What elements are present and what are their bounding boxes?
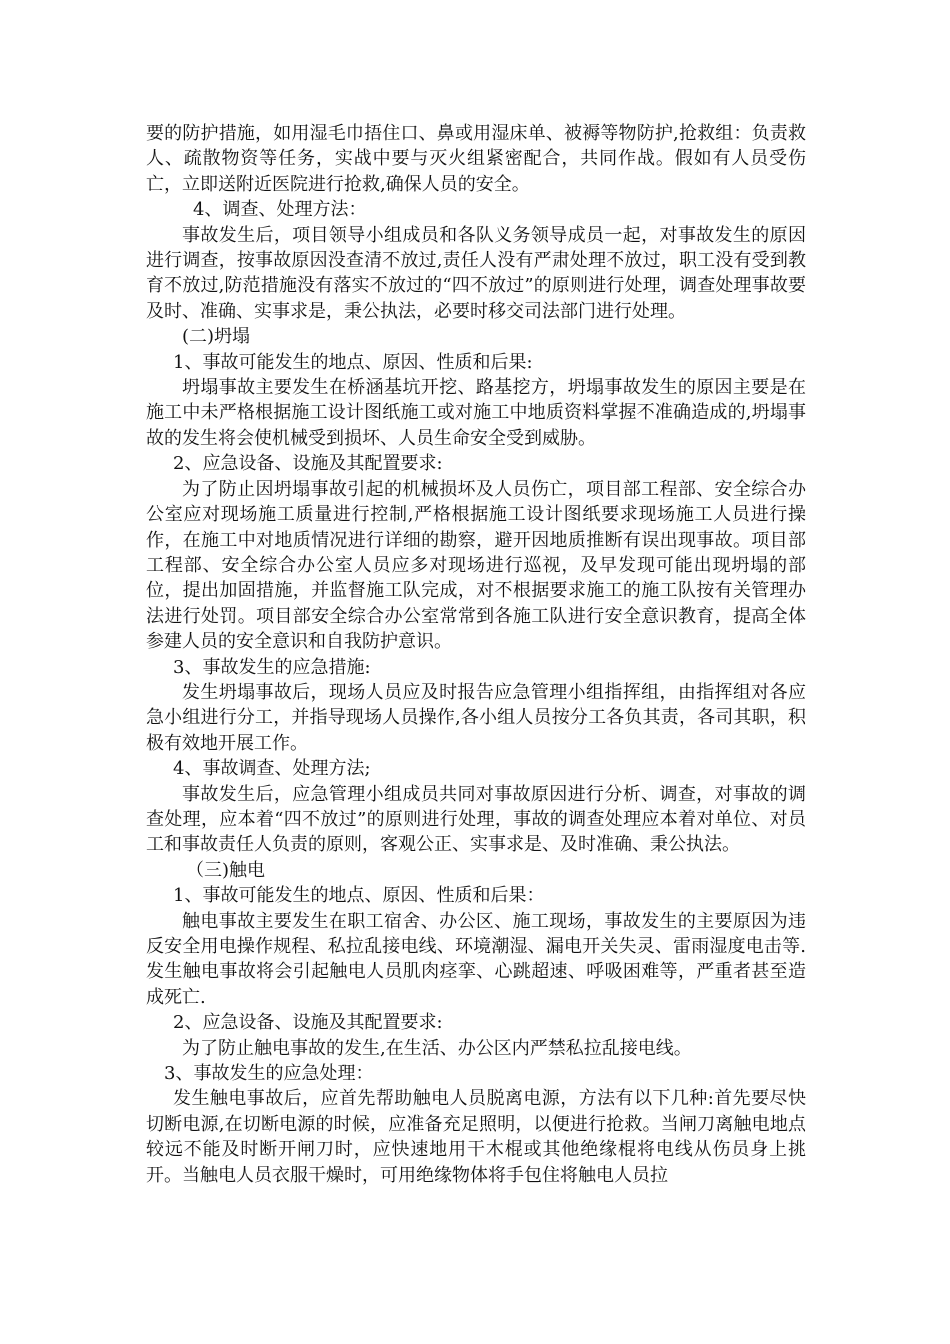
subheading: 1、事故可能发生的地点、原因、性质和后果：	[173, 885, 545, 907]
body-text	[146, 121, 806, 1188]
subheading: 3、事故发生的应急处理：	[164, 1063, 374, 1085]
paragraph: 为了防止因坍塌事故引起的机械损坏及人员伤亡，项目部工程部、安全综合办公室应对现场施工质量进行控制,严格根据施工设计图纸要求现场施工人员进行操作，在施工中对地质情况进行详细的勘察，避开因地质推断有误出现事故。项目部工程部、安全综合办公室人员应多对现场进行巡视，及早发现可能出现坍塌的部位，提出加固措施，并监督施工队完成，对不根据要求施工的施工队按有关管理办法进行处罚。项目部安全综合办公室常常到各施工队进行安全意识教育，提高全体参建人员的安全意识和自我防护意识。	[146, 478, 806, 653]
paragraph: 坍塌事故主要发生在桥涵基坑开挖、路基挖方，坍塌事故发生的原因主要是在施工中未严格根据施工设计图纸施工或对施工中地质资料掌握不准确造成的,坍塌事故的发生将会使机械受到损坏、人员生命安全受到威胁。	[146, 377, 806, 449]
paragraph: 发生触电事故后，应首先帮助触电人员脱离电源，方法有以下几种:首先要尽快切断电源,在切断电源的时候，应准备充足照明，以便进行抢救。当闸刀离触电地点较远不能及时断开闸刀时，应快速地用干木棍或其他绝缘棍将电线从伤员身上挑开。当触电人员衣服干燥时，可用绝缘物体将手包住将触电人员拉	[146, 1088, 806, 1186]
section-heading: （三)触电	[186, 859, 266, 881]
subheading: 2、应急设备、设施及其配置要求:	[173, 1012, 443, 1034]
subheading: 1、事故可能发生的地点、原因、性质和后果:	[173, 351, 533, 373]
paragraph: 要的防护措施，如用湿毛巾捂住口、鼻或用湿床单、被褥等物防护,抢救组：负责救人、疏散物资等任务，实战中要与灭火组紧密配合，共同作战。假如有人员受伤亡，立即送附近医院进行抢救,确保人员的安全。	[146, 123, 806, 195]
paragraph: 发生坍塌事故后，现场人员应及时报告应急管理小组指挥组，由指挥组对各应急小组进行分工，并指导现场人员操作,各小组人员按分工各负其责，各司其职，积极有效地开展工作。	[146, 681, 806, 754]
paragraph: 事故发生后，应急管理小组成员共同对事故原因进行分析、调查，对事故的调查处理，应本着“四不放过”的原则进行处理，事故的调查处理应本着对单位、对员工和事故责任人负责的原则，客观公正、实事求是、及时准确、秉公执法。	[146, 783, 806, 856]
paragraph: 触电事故主要发生在职工宿舍、办公区、施工现场，事故发生的主要原因为违反安全用电操作规程、私拉乱接电线、环境潮湿、漏电开关失灵、雷雨湿度电击等.发生触电事故将会引起触电人员肌肉痉挛、心跳超速、呼吸困难等，严重者甚至造成死亡.	[146, 910, 806, 1008]
paragraph: 4、调查、处理方法：	[193, 199, 367, 221]
subheading: 2、应急设备、设施及其配置要求:	[173, 453, 443, 475]
paragraph: 为了防止触电事故的发生,在生活、办公区内严禁私拉乱接电线。	[182, 1037, 692, 1059]
section-heading: (二)坍塌	[182, 326, 251, 348]
subheading: 3、事故发生的应急措施:	[173, 656, 371, 678]
subheading: 4、事故调查、处理方法;	[173, 758, 371, 780]
paragraph: 事故发生后，项目领导小组成员和各队义务领导成员一起，对事故发生的原因进行调查，按事故原因没查清不放过,责任人没有严肃处理不放过，职工没有受到教育不放过,防范措施没有落实不放过的“四不放过”的原则进行处理，调查处理事故要及时、准确、实事求是，秉公执法，必要时移交司法部门进行处理。	[146, 224, 806, 322]
